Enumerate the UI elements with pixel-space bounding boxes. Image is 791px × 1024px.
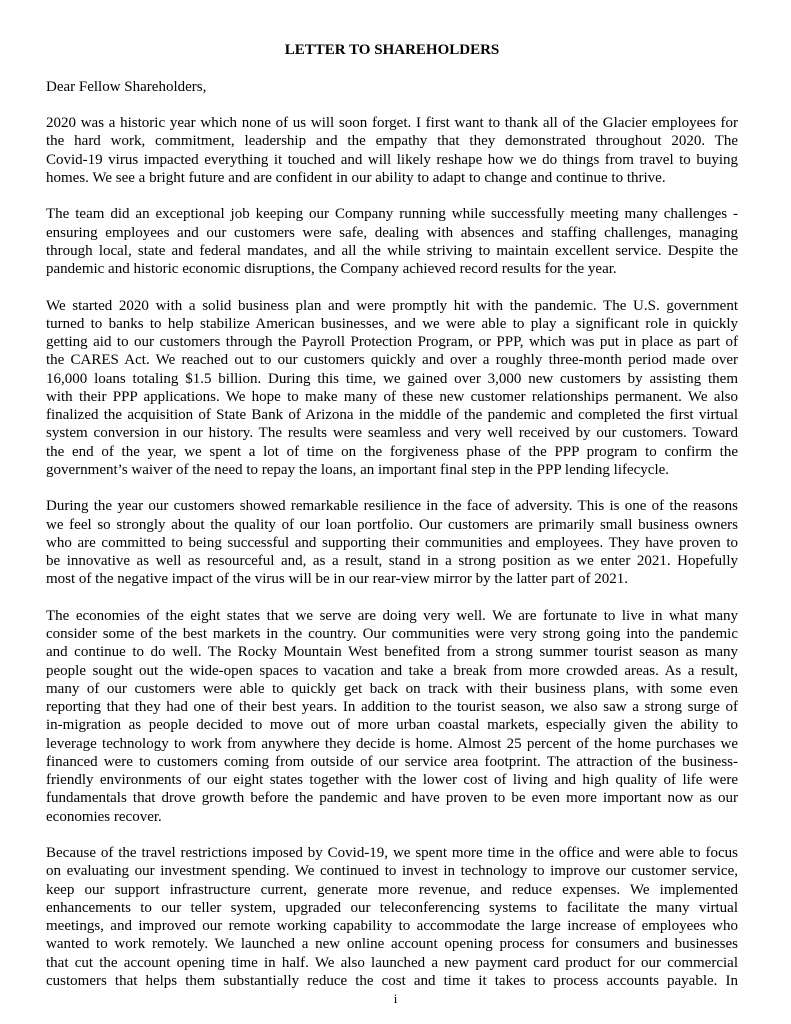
paragraph-line: friendly environments of our eight states together with the lower cost of living and high quality of life were [46,772,738,788]
letter-body [46,96,738,990]
paragraph-line: homes. We see a bright future and are confident in our ability to adapt to change and continue to thrive. [46,169,666,186]
paragraph-line: wanted to work remotely. We launched a new online account opening process for consumers and businesses [46,936,738,953]
paragraph [46,607,738,826]
paragraph-line: who are committed to being successful and supporting their communities and employees. They have proven to [46,534,738,551]
page-number: i [393,991,398,1006]
paragraph-line: the end of the year, we spent a lot of time on the forgiveness phase of the PPP program to confirm the [46,443,738,460]
paragraph-line: keep our support infrastructure current, generate more revenue, and reduce expenses. We implemented [46,881,738,898]
paragraph-line: and continue to do well. The Rocky Mountain West benefited from a strong summer tourist season as many [46,644,738,661]
paragraph-line: the hard work, commitment, leadership and the empathy that they demonstrated throughout 2020. The [46,133,738,150]
paragraph-line: customers that helps them substantially reduce the cost and time it takes to process accounts payable. In [46,972,738,989]
paragraph [46,844,738,990]
paragraph-line: turned to banks to help stabilize American businesses, and we were able to play a significant role in quickly [46,315,738,332]
paragraph-line: meetings, and improved our remote working capability to accommodate the large increase of employees who [46,918,738,934]
paragraph-line: many of our customers were able to quickly get back on track with their business plans, with some even [46,680,738,697]
paragraph-line: Covid-19 virus impacted everything it touched and will likely reshape how we do things from travel to buying [46,151,738,168]
paragraph-line: ensuring employees and our customers were safe, dealing with absences and staffing challenges, managing [46,224,738,241]
paragraph [46,114,738,187]
paragraph-line: most of the negative impact of the virus will be in our rear-view mirror by the latter part of 2021. [46,571,629,588]
paragraph-line: 2020 was a historic year which none of us will soon forget. I first want to thank all of the Glacier employees for [46,115,738,131]
paragraph [46,497,738,588]
paragraph-line: consider some of the best markets in the country. Our communities were very strong going into the pandemic [46,626,738,642]
paragraph-line: The team did an exceptional job keeping our Company running while successfully meeting many challenges - [46,206,738,223]
paragraph-line: through local, state and federal mandates, and all the while striving to maintain excellent service. Despite the [46,242,738,259]
paragraph [46,205,738,278]
paragraph [46,297,738,480]
paragraph-line: be innovative as well as resourceful and, as a result, stand in a strong position as we enter 2021. Hopefully [46,553,738,569]
paragraph-line: reporting that they had one of their best years. In addition to the tourist season, we also saw a strong surge of [46,699,738,715]
paragraph-line: we feel so strongly about the quality of our loan portfolio. Our customers are primarily small business owners [46,516,738,533]
paragraph-line: We started 2020 with a solid business plan and were promptly hit with the pandemic. The U.S. government [46,297,738,314]
paragraph-line: getting aid to our customers through the Payroll Protection Program, or PPP, which was put in place as part of [46,334,738,350]
paragraph-line: people sought out the wide-open spaces to vacation and take a break from more crowded areas. As a result, [46,662,738,679]
paragraph-line: enhancements to our teller system, upgraded our teleconferencing systems to facilitate the many virtual [46,899,738,916]
paragraph-line: system conversion in our history. The results were seamless and very well received by our customers. Toward [46,425,738,442]
paragraph-line: that cut the account opening time in half. We also launched a new payment card product for our commercial [46,954,738,971]
paragraph-line: leverage technology to work from anywhere they decide is home. Almost 25 percent of the home purchases we [46,735,738,752]
paragraph-line: fundamentals that drove growth before the pandemic and have proven to be even more important now as our [46,790,738,807]
paragraph-line: The economies of the eight states that we serve are doing very well. We are fortunate to live in what many [46,607,738,624]
paragraph-line: 16,000 loans totaling $1.5 billion. During this time, we gained over 3,000 new customers by assisting them [46,370,738,387]
paragraph-line: financed were to customers coming from outside of our service area footprint. The attraction of the business- [46,753,738,770]
salutation: Dear Fellow Shareholders, [46,78,207,95]
paragraph-line: Because of the travel restrictions imposed by Covid-19, we spent more time in the office and were able to focus [46,845,738,861]
letter-document [46,41,738,990]
paragraph-line: During the year our customers showed remarkable resilience in the face of adversity. This is one of the reasons [46,498,738,515]
paragraph-line: economies recover. [46,808,162,825]
letter-title: LETTER TO SHAREHOLDERS [284,42,500,58]
paragraph-line: government’s waiver of the need to repay the loans, an important final step in the PPP lending lifecycle. [46,461,670,478]
paragraph-line: in-migration as people decided to move out of more urban coastal markets, especially given the ability to [46,717,738,734]
paragraph-line: pandemic and historic economic disruptions, the Company achieved record results for the year. [46,261,617,277]
paragraph-line: finalized the acquisition of State Bank of Arizona in the middle of the pandemic and completed the first virtual [46,407,738,423]
paragraph-line: on evaluating our investment spending. We continued to invest in technology to improve our customer service, [46,863,738,880]
paragraph-line: with their PPP applications. We hope to make many of these new customer relationships permanent. We also [46,388,738,405]
paragraph-line: the CARES Act. We reached out to our customers quickly and over a roughly three-month period made over [46,352,738,369]
